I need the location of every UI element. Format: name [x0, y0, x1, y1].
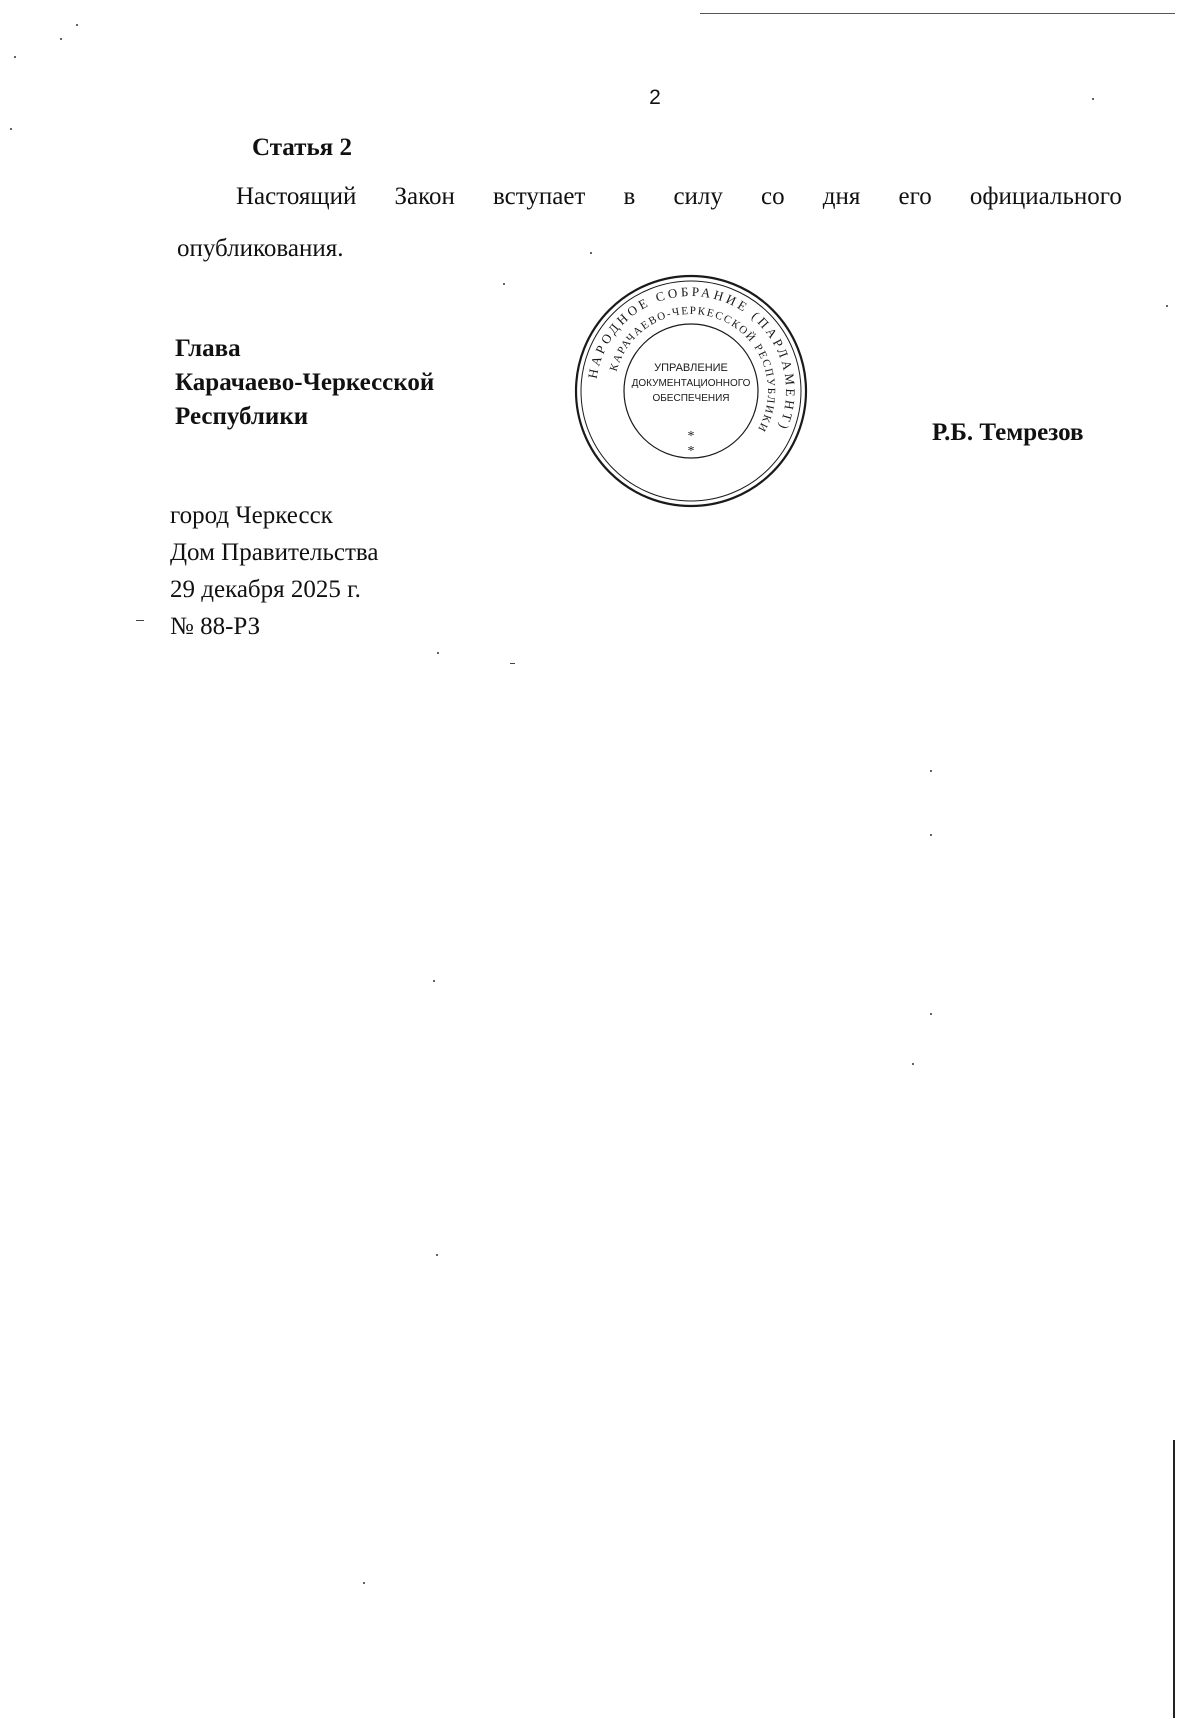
scan-speck	[930, 834, 932, 836]
scan-speck	[930, 1013, 932, 1015]
scan-speck	[1092, 98, 1094, 100]
paragraph-word: его	[898, 183, 932, 210]
paragraph-word: силу	[673, 183, 723, 210]
paragraph-word: Закон	[394, 183, 455, 210]
scan-speck	[10, 128, 12, 130]
signatory-name: Р.Б. Темрезов	[932, 419, 1084, 446]
place-date-block	[170, 497, 378, 645]
scan-dash	[510, 663, 515, 664]
paragraph-word: официального	[969, 183, 1122, 210]
signatory-title-line: Глава	[175, 335, 241, 362]
scan-speck	[590, 252, 592, 254]
seal-center-line: УПРАВЛЕНИЕ	[654, 362, 728, 374]
article-heading: Статья 2	[252, 134, 352, 161]
document-number: № 88-РЗ	[170, 613, 261, 640]
seal-center-line: ДОКУМЕНТАЦИОННОГО	[631, 378, 751, 389]
scan-speck	[60, 38, 62, 40]
paragraph-word: дня	[822, 183, 861, 210]
article-paragraph-line-1	[236, 183, 1122, 211]
paragraph-word: вступает	[493, 183, 586, 210]
seal-center-line: ОБЕСПЕЧЕНИЯ	[652, 393, 730, 404]
scan-dash	[136, 620, 144, 621]
scan-speck	[436, 1254, 438, 1256]
top-edge-rule	[700, 13, 1175, 14]
scan-speck	[930, 770, 932, 772]
scan-speck	[76, 24, 78, 26]
scan-speck	[363, 1582, 365, 1584]
signatory-title	[175, 332, 434, 434]
signatory-title-line: Карачаево-Черкесской	[175, 369, 435, 396]
scan-speck	[437, 652, 439, 654]
seal-star: *	[687, 444, 695, 459]
place-building: Дом Правительства	[170, 539, 379, 566]
scan-speck	[503, 283, 505, 285]
article-paragraph-line-2: опубликования.	[177, 235, 344, 262]
document-date: 29 декабря 2025 г.	[170, 576, 361, 603]
scan-speck	[433, 980, 435, 982]
signatory-title-line: Республики	[175, 403, 309, 430]
paragraph-word: в	[623, 183, 636, 210]
right-edge-line	[1173, 1440, 1175, 1718]
paragraph-word: со	[761, 183, 785, 210]
scan-speck	[14, 56, 16, 58]
page-number: 2	[649, 86, 661, 109]
seal-outer-text: НАРОДНОЕ СОБРАНИЕ (ПАРЛАМЕНТ)	[584, 283, 799, 435]
scan-speck	[912, 1063, 914, 1065]
scan-speck	[1166, 305, 1168, 307]
place-city: город Черкесск	[170, 502, 333, 529]
seal-star: *	[687, 429, 695, 444]
seal-inner-text: КАРАЧАЕВО-ЧЕРКЕССКОЙ РЕСПУБЛИКИ	[607, 304, 778, 435]
official-seal	[573, 273, 809, 509]
paragraph-word: Настоящий	[236, 183, 357, 210]
